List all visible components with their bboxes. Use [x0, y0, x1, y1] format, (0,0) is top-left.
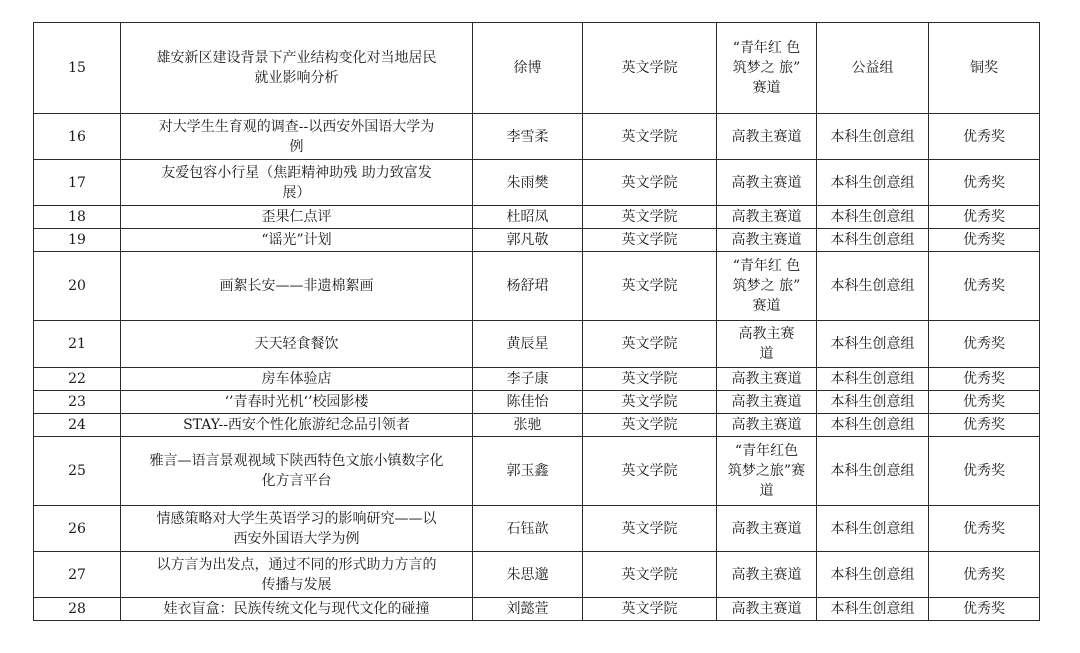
cell-project-title-text: 娃衣盲盒：民族传统文化与现代文化的碰撞 [163, 601, 430, 617]
cell-college [583, 598, 717, 621]
cell-track-text: “青年红色 筑梦之旅”赛 道 [727, 443, 806, 499]
cell-project-title [121, 552, 473, 598]
cell-project-title [121, 414, 473, 437]
table-row [34, 368, 1040, 391]
cell-project-title-text: ‘’青春时光机‘’校园影楼 [224, 394, 369, 410]
cell-track [717, 160, 817, 206]
cell-project-title [121, 391, 473, 414]
cell-leader-name [473, 598, 583, 621]
cell-college-text: 英文学院 [621, 520, 678, 537]
cell-number [34, 160, 121, 206]
cell-college-text: 英文学院 [621, 174, 678, 191]
cell-leader-name [473, 321, 583, 368]
cell-group-text: 本科生创意组 [830, 209, 915, 225]
cell-track [717, 437, 817, 506]
cell-number-text: 20 [68, 278, 86, 294]
cell-group-text: 本科生创意组 [830, 601, 915, 617]
cell-project-title [121, 437, 473, 506]
cell-award [929, 321, 1040, 368]
cell-project-title-text: 情感策略对大学生英语学习的影响研究——以 西安外国语大学为例 [156, 510, 437, 547]
cell-award [929, 506, 1040, 552]
cell-track-text: 高教主赛道 [731, 520, 802, 537]
award-list-sheet [33, 22, 1039, 621]
cell-leader-name-text: 杨舒珺 [506, 278, 549, 294]
cell-college-text: 英文学院 [621, 232, 678, 248]
cell-group-text: 本科生创意组 [830, 566, 915, 583]
cell-group-text: 本科生创意组 [830, 174, 915, 191]
cell-award-text: 优秀奖 [963, 278, 1005, 294]
cell-group [817, 552, 929, 598]
cell-college-text: 英文学院 [621, 60, 678, 76]
table-row [34, 23, 1040, 114]
cell-leader-name-text: 徐博 [513, 60, 542, 76]
cell-award-text: 优秀奖 [963, 209, 1005, 225]
cell-college [583, 437, 717, 506]
cell-number-text: 27 [68, 566, 86, 583]
table-row [34, 437, 1040, 506]
cell-project-title-text: 对大学生生育观的调查--以西安外国语大学为 例 [158, 118, 435, 155]
cell-group [817, 321, 929, 368]
cell-group [817, 160, 929, 206]
cell-number-text: 28 [68, 601, 86, 617]
cell-college [583, 23, 717, 114]
cell-track-text: 高教主赛道 [731, 128, 802, 145]
cell-track-text: 高教主赛道 [731, 371, 802, 387]
cell-college-text: 英文学院 [621, 601, 678, 617]
cell-leader-name [473, 206, 583, 229]
cell-number-text: 17 [68, 174, 86, 191]
cell-track [717, 206, 817, 229]
cell-award-text: 优秀奖 [963, 232, 1005, 248]
cell-leader-name [473, 414, 583, 437]
cell-number-text: 22 [68, 371, 86, 387]
cell-group [817, 368, 929, 391]
cell-leader-name-text: 李子康 [506, 371, 549, 387]
cell-number-text: 26 [68, 520, 86, 537]
cell-number [34, 206, 121, 229]
cell-leader-name-text: 张驰 [513, 417, 542, 433]
cell-project-title-text: 天天轻食餐饮 [254, 336, 339, 352]
cell-award-text: 优秀奖 [963, 463, 1005, 479]
cell-track [717, 114, 817, 160]
cell-project-title [121, 206, 473, 229]
cell-project-title-text: 歪果仁点评 [261, 209, 332, 225]
cell-group [817, 114, 929, 160]
cell-group-text: 本科生创意组 [830, 417, 915, 433]
cell-number [34, 506, 121, 552]
cell-project-title [121, 23, 473, 114]
cell-award-text: 优秀奖 [963, 128, 1005, 145]
cell-award [929, 23, 1040, 114]
cell-number-text: 18 [68, 209, 86, 225]
table-row [34, 252, 1040, 321]
cell-award [929, 206, 1040, 229]
table-row [34, 160, 1040, 206]
cell-track [717, 252, 817, 321]
cell-college-text: 英文学院 [621, 278, 678, 294]
table-row [34, 506, 1040, 552]
cell-leader-name-text: 杜昭凤 [506, 209, 549, 225]
table-row [34, 321, 1040, 368]
cell-project-title-text: 画絮长安——非遗棉絮画 [219, 278, 374, 294]
cell-college-text: 英文学院 [621, 371, 678, 387]
cell-track [717, 552, 817, 598]
cell-number [34, 598, 121, 621]
cell-track [717, 229, 817, 252]
cell-college-text: 英文学院 [621, 417, 678, 433]
cell-number [34, 23, 121, 114]
table-row [34, 114, 1040, 160]
cell-group-text: 本科生创意组 [830, 520, 915, 537]
cell-track-text: 高教主赛 道 [738, 326, 795, 362]
cell-award [929, 552, 1040, 598]
cell-award [929, 414, 1040, 437]
cell-number-text: 21 [68, 336, 86, 352]
cell-number [34, 437, 121, 506]
cell-track-text: 高教主赛道 [731, 232, 802, 248]
cell-leader-name-text: 李雪柔 [506, 128, 549, 145]
cell-number [34, 114, 121, 160]
cell-group [817, 598, 929, 621]
cell-number-text: 24 [68, 417, 86, 433]
cell-group [817, 206, 929, 229]
cell-award-text: 优秀奖 [963, 566, 1005, 583]
cell-college [583, 506, 717, 552]
cell-number [34, 552, 121, 598]
cell-track-text: “青年红 色 筑梦之 旅” 赛道 [732, 40, 801, 96]
cell-college [583, 206, 717, 229]
cell-college-text: 英文学院 [621, 463, 678, 479]
cell-leader-name-text: 刘懿萱 [506, 601, 549, 617]
cell-group-text: 本科生创意组 [830, 394, 915, 410]
cell-group-text: 本科生创意组 [830, 128, 915, 145]
table-row [34, 598, 1040, 621]
cell-group [817, 229, 929, 252]
cell-award [929, 160, 1040, 206]
cell-group [817, 23, 929, 114]
cell-college-text: 英文学院 [621, 336, 678, 352]
table-row [34, 414, 1040, 437]
cell-track-text: 高教主赛道 [731, 417, 802, 433]
cell-leader-name [473, 229, 583, 252]
cell-project-title [121, 160, 473, 206]
cell-award [929, 437, 1040, 506]
cell-group [817, 252, 929, 321]
cell-leader-name [473, 437, 583, 506]
cell-college-text: 英文学院 [621, 394, 678, 410]
cell-project-title [121, 368, 473, 391]
cell-track [717, 506, 817, 552]
cell-project-title-text: 友爱包容小行星（焦距精神助残 助力致富发 展） [161, 164, 432, 201]
table-row [34, 206, 1040, 229]
table-body [34, 23, 1040, 621]
cell-college [583, 368, 717, 391]
cell-leader-name [473, 252, 583, 321]
cell-track-text: “青年红 色 筑梦之 旅” 赛道 [732, 258, 801, 314]
cell-track [717, 23, 817, 114]
cell-award [929, 229, 1040, 252]
cell-project-title-text: “谣光”计划 [261, 232, 332, 248]
cell-track [717, 368, 817, 391]
cell-award [929, 598, 1040, 621]
cell-college [583, 229, 717, 252]
cell-group [817, 437, 929, 506]
cell-leader-name [473, 160, 583, 206]
award-table [33, 22, 1040, 621]
cell-leader-name [473, 368, 583, 391]
cell-track-text: 高教主赛道 [731, 566, 802, 583]
cell-college [583, 391, 717, 414]
cell-leader-name-text: 石钰歆 [506, 520, 549, 537]
cell-award-text: 优秀奖 [963, 394, 1005, 410]
cell-group-text: 公益组 [851, 60, 894, 76]
cell-number [34, 321, 121, 368]
cell-award-text: 优秀奖 [963, 174, 1005, 191]
cell-college [583, 114, 717, 160]
cell-award-text: 优秀奖 [963, 601, 1005, 617]
cell-college [583, 160, 717, 206]
cell-track-text: 高教主赛道 [731, 601, 802, 617]
cell-number-text: 19 [68, 232, 86, 248]
cell-group-text: 本科生创意组 [830, 463, 915, 479]
cell-group-text: 本科生创意组 [830, 278, 915, 294]
cell-college [583, 252, 717, 321]
cell-leader-name-text: 郭凡敬 [506, 232, 549, 248]
cell-number [34, 229, 121, 252]
cell-track-text: 高教主赛道 [731, 174, 802, 191]
cell-leader-name [473, 391, 583, 414]
cell-college [583, 321, 717, 368]
cell-award [929, 368, 1040, 391]
cell-award [929, 114, 1040, 160]
cell-college-text: 英文学院 [621, 128, 678, 145]
cell-award-text: 优秀奖 [963, 520, 1005, 537]
cell-award-text: 铜奖 [970, 60, 998, 76]
cell-number-text: 16 [68, 128, 86, 145]
table-row [34, 552, 1040, 598]
cell-project-title-text: 雅言—语言景观视域下陕西特色文旅小镇数字化 化方言平台 [149, 453, 444, 489]
cell-track-text: 高教主赛道 [731, 209, 802, 225]
cell-track [717, 391, 817, 414]
cell-leader-name-text: 朱雨樊 [506, 174, 549, 191]
cell-leader-name [473, 506, 583, 552]
cell-number [34, 414, 121, 437]
cell-track [717, 598, 817, 621]
cell-number [34, 252, 121, 321]
cell-project-title-text: STAY--西安个性化旅游纪念品引领者 [183, 417, 410, 433]
cell-project-title [121, 321, 473, 368]
cell-project-title [121, 598, 473, 621]
cell-leader-name-text: 黄辰星 [506, 336, 549, 352]
cell-leader-name [473, 23, 583, 114]
cell-project-title-text: 以方言为出发点，通过不同的形式助力方言的 传播与发展 [156, 556, 437, 593]
cell-award-text: 优秀奖 [963, 371, 1005, 387]
cell-project-title [121, 229, 473, 252]
table-row [34, 391, 1040, 414]
cell-group-text: 本科生创意组 [830, 232, 915, 248]
cell-college-text: 英文学院 [621, 209, 678, 225]
cell-award [929, 252, 1040, 321]
cell-leader-name [473, 552, 583, 598]
cell-number [34, 391, 121, 414]
cell-project-title [121, 252, 473, 321]
cell-group [817, 414, 929, 437]
cell-leader-name-text: 陈佳怡 [506, 394, 549, 410]
cell-group-text: 本科生创意组 [830, 336, 915, 352]
cell-number [34, 368, 121, 391]
cell-number-text: 23 [68, 394, 86, 410]
cell-project-title-text: 房车体验店 [261, 371, 332, 387]
cell-project-title [121, 114, 473, 160]
cell-college [583, 414, 717, 437]
cell-group [817, 391, 929, 414]
cell-leader-name [473, 114, 583, 160]
cell-track [717, 321, 817, 368]
cell-project-title [121, 506, 473, 552]
cell-track [717, 414, 817, 437]
cell-project-title-text: 雄安新区建设背景下产业结构变化对当地居民 就业影响分析 [156, 50, 437, 86]
cell-group-text: 本科生创意组 [830, 371, 915, 387]
cell-track-text: 高教主赛道 [731, 394, 802, 410]
cell-award [929, 391, 1040, 414]
cell-number-text: 25 [68, 463, 86, 479]
cell-college-text: 英文学院 [621, 566, 678, 583]
cell-award-text: 优秀奖 [963, 417, 1005, 433]
cell-leader-name-text: 郭玉鑫 [506, 463, 549, 479]
cell-number-text: 15 [68, 60, 86, 76]
cell-leader-name-text: 朱思邈 [506, 566, 549, 583]
cell-college [583, 552, 717, 598]
cell-group [817, 506, 929, 552]
cell-award-text: 优秀奖 [963, 336, 1005, 352]
table-row [34, 229, 1040, 252]
